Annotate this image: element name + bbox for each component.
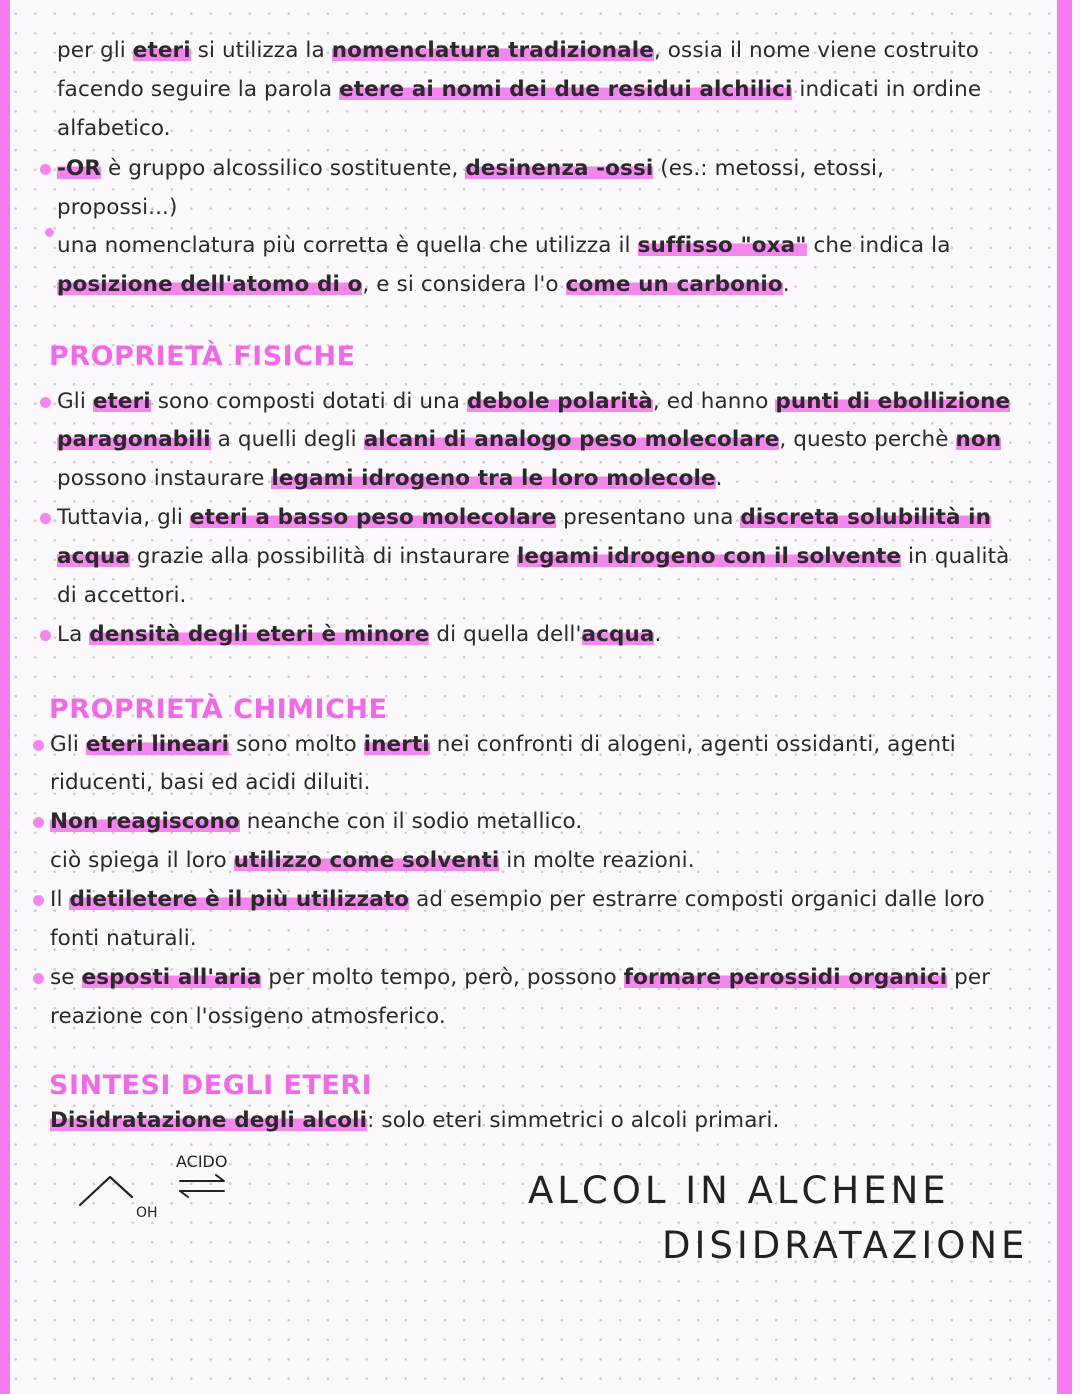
intro-bullet-2-cont: posizione dell'atomo di o, e si considera l'o come un carbonio. (57, 272, 790, 297)
bullet-dot (33, 973, 44, 984)
carbon-chain-sketch (80, 1177, 132, 1205)
chimiche-p4-line-1: se esposti all'aria per molto tempo, però, possono formare perossidi organici per (50, 965, 991, 990)
bullet-dot (40, 397, 51, 408)
chimiche-p2-line-2: ciò spiega il loro utilizzo come solventi in molte reazioni. (50, 848, 695, 873)
bullet-dot (33, 740, 44, 751)
intro-bullet-1: -OR è gruppo alcossilico sostituente, desinenza -ossi (es.: metossi, etossi, (57, 156, 884, 181)
handwritten-note-1: ALCOL IN ALCHENE (528, 1169, 950, 1212)
chimiche-p1-line-2: riducenti, basi ed acidi diluiti. (50, 770, 371, 795)
section-title-sintesi: SINTESI DEGLI ETERI (49, 1070, 373, 1101)
intro-line-1: per gli eteri si utilizza la nomenclatura tradizionale, ossia il nome viene costruito (57, 38, 980, 63)
intro-line-3: alfabetico. (57, 116, 171, 141)
intro-bullet-2: una nomenclatura più corretta è quella che utilizza il suffisso "oxa" che indica la (57, 233, 951, 258)
fisiche-p3: La densità degli eteri è minore di quella dell'acqua. (57, 622, 662, 647)
forward-arrow (180, 1175, 224, 1181)
reverse-arrow (180, 1191, 224, 1197)
handwritten-note-2: DISIDRATAZIONE (662, 1224, 1029, 1267)
sintesi-line-1: Disidratazione degli alcoli: solo eteri simmetrici o alcoli primari. (50, 1108, 780, 1133)
left-margin-line (0, 0, 10, 1394)
bullet-dot (45, 228, 54, 237)
right-margin-line (1057, 0, 1072, 1394)
section-title-fisiche: PROPRIETÀ FISICHE (49, 341, 356, 372)
fisiche-p2-line-3: di accettori. (57, 583, 187, 608)
bullet-dot (33, 817, 44, 828)
intro-bullet-1-cont: propossi...) (57, 195, 178, 220)
chimiche-p1-line-1: Gli eteri lineari sono molto inerti nei confronti di alogeni, agenti ossidanti, agenti (50, 732, 956, 757)
bullet-dot (40, 164, 51, 175)
fisiche-p1-line-3: possono instaurare legami idrogeno tra le loro molecole. (57, 466, 723, 491)
chimiche-p3-line-2: fonti naturali. (50, 926, 197, 951)
acid-label: ACIDO (176, 1152, 228, 1171)
chimiche-p3-line-1: Il dietiletere è il più utilizzato ad esempio per estrarre composti organici dalle loro (50, 887, 985, 912)
fisiche-p2-line-2: acqua grazie alla possibilità di instaurare legami idrogeno con il solvente in qualità (57, 544, 1010, 569)
intro-line-2: facendo seguire la parola etere ai nomi dei due residui alchilici indicati in ordine (57, 77, 982, 102)
fisiche-p1-line-1: Gli eteri sono composti dotati di una debole polarità, ed hanno punti di ebollizione (57, 389, 1011, 414)
section-title-chimiche: PROPRIETÀ CHIMICHE (49, 694, 388, 725)
bullet-dot (40, 513, 51, 524)
chimiche-p2-line-1: Non reagiscono neanche con il sodio metallico. (50, 809, 583, 834)
chimiche-p4-line-2: reazione con l'ossigeno atmosferico. (50, 1004, 446, 1029)
bullet-dot (40, 630, 51, 641)
bullet-dot (33, 895, 44, 906)
fisiche-p1-line-2: paragonabili a quelli degli alcani di analogo peso molecolare, questo perchè non (57, 427, 1002, 452)
ethanol-reaction-sketch (70, 1145, 250, 1225)
fisiche-p2-line-1: Tuttavia, gli eteri a basso peso molecolare presentano una discreta solubilità in (57, 505, 992, 530)
oh-label: OH (136, 1205, 158, 1221)
